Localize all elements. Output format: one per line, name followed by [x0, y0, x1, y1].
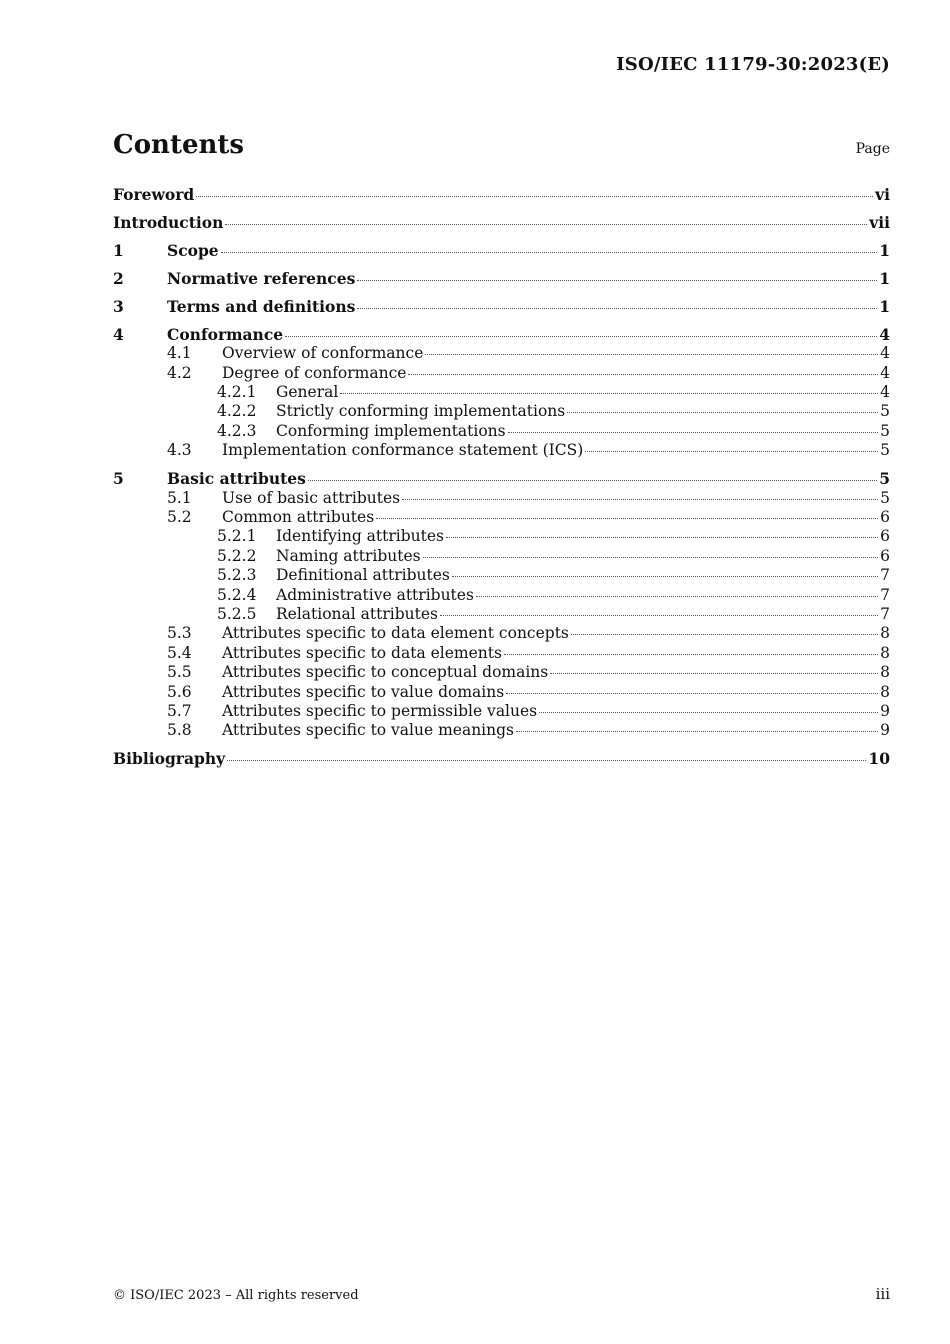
dot-leader — [227, 760, 866, 761]
toc-entry-page: 8 — [880, 663, 890, 682]
toc-entry-number: 5.7 — [167, 701, 192, 720]
toc-entry-title: Terms and definitions — [167, 296, 356, 316]
toc-entry-title: Attributes specific to conceptual domains — [222, 663, 549, 682]
toc-entry[interactable] — [113, 605, 890, 624]
toc-entry-page: 5 — [879, 469, 890, 489]
toc-entry-title: Bibliography — [113, 749, 226, 769]
toc-entry-title: Scope — [167, 240, 219, 260]
toc-entry-title: Degree of conformance — [222, 363, 407, 382]
toc-entry-page: 8 — [880, 682, 890, 701]
dot-leader — [308, 480, 877, 481]
dot-leader — [476, 596, 878, 597]
toc-entry-number: 5.1 — [167, 488, 192, 507]
toc-entry[interactable] — [113, 269, 890, 288]
toc-entry-page: 5 — [880, 441, 890, 460]
toc-entry-title: Attributes specific to data elements — [222, 643, 502, 662]
toc-entry-page: 5 — [880, 488, 890, 507]
toc-entry-title: Administrative attributes — [276, 585, 474, 604]
toc-entry-page: 5 — [880, 421, 890, 440]
toc-entry-page: 6 — [880, 508, 890, 527]
toc-entry-title: Attributes specific to value meanings — [222, 721, 515, 740]
toc-entry-page: 9 — [880, 701, 890, 720]
toc-entry-number: 5.2.2 — [217, 546, 257, 565]
toc-entry-title: Attributes specific to permissible values — [222, 701, 538, 720]
toc-entry-number: 4.3 — [167, 441, 192, 460]
dot-leader — [225, 224, 867, 225]
toc-entry-page: 8 — [880, 624, 890, 643]
toc-entry-title: Foreword — [113, 185, 195, 204]
toc-entry-number: 1 — [113, 240, 124, 260]
toc-entry-page: 6 — [880, 527, 890, 546]
toc-entry[interactable] — [113, 402, 890, 421]
toc-entry-title: Strictly conforming implementations — [276, 402, 566, 421]
toc-entry-title: Overview of conformance — [222, 344, 424, 363]
toc-entry-number: 5.2.3 — [217, 566, 257, 585]
toc-entry-title: Naming attributes — [276, 546, 421, 565]
toc-entry-page: 4 — [879, 324, 890, 344]
toc-entry[interactable] — [113, 422, 890, 441]
toc-entry-number: 5.6 — [167, 682, 192, 701]
toc-entry-number: 5.5 — [167, 663, 192, 682]
toc-entry-number: 4 — [113, 324, 124, 344]
dot-leader — [440, 615, 878, 616]
toc-entry-number: 5.8 — [167, 721, 192, 740]
page-column-label: Page — [855, 141, 890, 157]
document-identifier: ISO/IEC 11179-30:2023(E) — [616, 54, 890, 75]
dot-leader — [446, 537, 878, 538]
toc-entry-title: Introduction — [113, 212, 224, 232]
toc-entry[interactable] — [113, 749, 890, 768]
dot-leader — [452, 576, 878, 577]
page-number: iii — [875, 1285, 890, 1303]
toc-entry-title: Use of basic attributes — [222, 488, 401, 507]
copyright-notice: © ISO/IEC 2023 – All rights reserved — [113, 1288, 359, 1303]
dot-leader — [196, 196, 873, 197]
toc-entry[interactable] — [113, 663, 890, 682]
page-title: Contents — [113, 130, 245, 160]
toc-entry-page: 9 — [880, 721, 890, 740]
toc-entry[interactable] — [113, 702, 890, 721]
dot-leader — [504, 654, 878, 655]
toc-entry[interactable] — [113, 469, 890, 488]
toc-entry-page: 1 — [879, 268, 890, 288]
dot-leader — [376, 518, 878, 519]
toc-entry-title: General — [276, 383, 339, 402]
toc-entry-page: 4 — [880, 363, 890, 382]
toc-entry[interactable] — [113, 566, 890, 585]
toc-entry-number: 2 — [113, 268, 124, 288]
dot-leader — [539, 712, 878, 713]
toc-entry[interactable] — [113, 527, 890, 546]
toc-entry-page: 8 — [880, 643, 890, 662]
dot-leader — [357, 280, 877, 281]
toc-entry-number: 5 — [113, 469, 124, 489]
toc-entry[interactable] — [113, 644, 890, 663]
toc-entry[interactable] — [113, 325, 890, 344]
toc-entry-page: vi — [875, 185, 890, 204]
toc-entry-number: 4.2.1 — [217, 383, 257, 402]
toc-entry-page: vii — [869, 212, 890, 232]
dot-leader — [285, 336, 877, 337]
contents-header — [113, 130, 890, 160]
toc-entry-page: 4 — [880, 344, 890, 363]
toc-entry-title: Identifying attributes — [276, 527, 444, 546]
dot-leader — [550, 673, 878, 674]
toc-entry[interactable] — [113, 241, 890, 260]
toc-entry-page: 7 — [880, 566, 890, 585]
toc-entry-number: 4.2.3 — [217, 421, 257, 440]
toc-entry-page: 1 — [879, 240, 890, 260]
dot-leader — [508, 432, 879, 433]
dot-leader — [402, 499, 878, 500]
toc-entry[interactable] — [113, 586, 890, 605]
toc-entry-number: 4.2.2 — [217, 402, 257, 421]
toc-entry-number: 3 — [113, 296, 124, 316]
dot-leader — [571, 634, 878, 635]
dot-leader — [567, 412, 878, 413]
toc-entry-number: 5.4 — [167, 643, 192, 662]
toc-entry-title: Conformance — [167, 324, 284, 344]
page-footer — [113, 1285, 890, 1303]
toc-entry[interactable] — [113, 624, 890, 643]
toc-entry-page: 7 — [880, 585, 890, 604]
dot-leader — [585, 451, 878, 452]
dot-leader — [506, 693, 878, 694]
toc-entry-page: 6 — [880, 546, 890, 565]
dot-leader — [357, 308, 877, 309]
toc-entry[interactable] — [113, 441, 890, 460]
dot-leader — [425, 354, 878, 355]
toc-entry-number: 5.2.5 — [217, 604, 257, 623]
table-of-contents — [113, 185, 890, 769]
toc-entry-title: Implementation conformance statement (ICS) — [222, 441, 584, 460]
toc-entry-title: Basic attributes — [167, 469, 306, 489]
toc-entry-title: Conforming implementations — [276, 421, 506, 440]
toc-entry-page: 1 — [879, 296, 890, 316]
dot-leader — [408, 374, 878, 375]
toc-entry-number: 5.3 — [167, 624, 192, 643]
toc-entry[interactable] — [113, 383, 890, 402]
toc-entry[interactable] — [113, 344, 890, 363]
toc-entry-number: 5.2.4 — [217, 585, 257, 604]
toc-entry[interactable] — [113, 185, 890, 204]
toc-entry-title: Definitional attributes — [276, 566, 450, 585]
toc-entry[interactable] — [113, 297, 890, 316]
toc-entry-title: Common attributes — [222, 508, 375, 527]
toc-entry-number: 5.2.1 — [217, 527, 257, 546]
dot-leader — [423, 557, 879, 558]
toc-entry-page: 4 — [880, 383, 890, 402]
toc-entry[interactable] — [113, 683, 890, 702]
toc-entry-number: 5.2 — [167, 508, 192, 527]
toc-entry[interactable] — [113, 547, 890, 566]
dot-leader — [221, 252, 878, 253]
toc-entry-number: 4.2 — [167, 363, 192, 382]
toc-entry[interactable] — [113, 721, 890, 740]
toc-entry-page: 5 — [880, 402, 890, 421]
toc-entry-title: Normative references — [167, 268, 356, 288]
toc-entry[interactable] — [113, 489, 890, 508]
dot-leader — [516, 731, 878, 732]
toc-entry-title: Attributes specific to data element concepts — [222, 624, 569, 643]
toc-entry-page: 7 — [880, 604, 890, 623]
toc-entry-title: Attributes specific to value domains — [222, 682, 505, 701]
toc-entry-number: 4.1 — [167, 344, 192, 363]
toc-entry[interactable] — [113, 508, 890, 527]
toc-entry[interactable] — [113, 364, 890, 383]
toc-entry-title: Relational attributes — [276, 604, 438, 623]
dot-leader — [340, 393, 878, 394]
toc-entry[interactable] — [113, 213, 890, 232]
toc-entry-page: 10 — [868, 749, 890, 769]
